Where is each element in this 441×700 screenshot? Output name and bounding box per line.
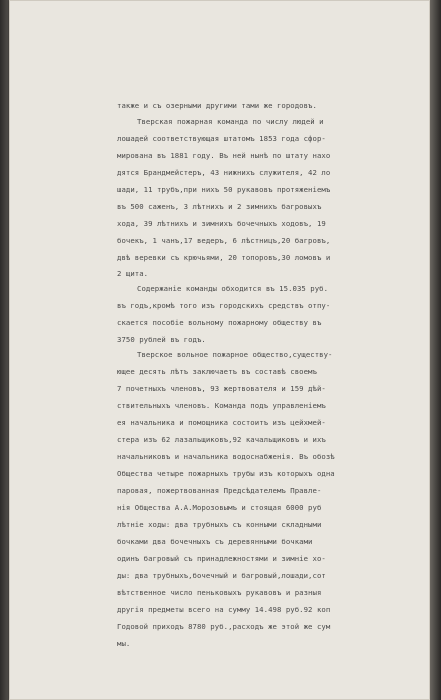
text-line: ея начальника и помощника состоитъ изъ цейхмей- xyxy=(117,418,326,427)
text-line: 2 щита. xyxy=(117,269,149,278)
text-line: нія Общества А.А.Морозовымъ и стоящая 6000 руб xyxy=(117,503,322,512)
text-line: 7 почетныхъ членовъ, 93 жертвователя и 159 дѣй- xyxy=(117,384,326,393)
document-body xyxy=(9,0,430,700)
text-line: Содержаніе команды обходится въ 15.035 руб. xyxy=(137,284,329,293)
text-line: 3750 рублей въ годъ. xyxy=(117,335,206,344)
document-page xyxy=(9,0,430,700)
text-line: хода, 39 лѣтнихъ и зимнихъ бочечныхъ ходовъ, 19 xyxy=(117,219,326,228)
text-line: паровая, пожертвованная Предсѣдателемъ Правле- xyxy=(117,486,322,495)
text-line: начальниковъ и начальника водоснабженія. Въ обозѣ xyxy=(117,452,335,461)
text-line: вѣтственное число пеньковыхъ рукавовъ и разныя xyxy=(117,588,322,597)
text-line: ствительныхъ членовъ. Команда подъ управленіемъ xyxy=(117,401,326,410)
text-line: стера изъ 62 лазальщиковъ,92 качальщиковъ и ихъ xyxy=(117,435,326,444)
text-line: въ 500 саженъ, 3 лѣтнихъ и 2 зимнихъ багровыхъ xyxy=(117,202,322,211)
text-line: ды: два трубныхъ,бочечный и багровый,лошади,сот xyxy=(117,571,326,580)
text-line: одинъ багровый съ принадлежностями и зимніе хо- xyxy=(117,554,326,563)
text-line: шади, 11 трубъ,при нихъ 50 рукавовъ протяженіемъ xyxy=(117,185,331,194)
text-line: дятся Брандмейстеръ, 43 нижнихъ служителя, 42 ло xyxy=(117,168,331,177)
text-line: бочекъ, 1 чанъ,17 ведеръ, 6 лѣстницъ,20 багровъ, xyxy=(117,236,331,245)
text-line: другія предметы всего на сумму 14.498 руб.92 коп xyxy=(117,605,331,614)
text-line: лѣтніе ходы: два трубныхъ съ конными складными xyxy=(117,520,322,529)
text-line: мы. xyxy=(117,639,131,648)
text-line: въ годъ,кромѣ того изъ городскихъ средствъ отпу- xyxy=(117,301,331,310)
text-line: ющее десять лѣтъ заключаетъ въ составѣ своемъ xyxy=(117,367,317,376)
text-line: бочками два бочечныхъ съ деревянными бочками xyxy=(117,537,313,546)
text-line: двѣ веревки съ крючьями, 20 топоровъ,30 ломовъ и xyxy=(117,253,331,262)
text-line: мирована въ 1881 году. Въ ней нынѣ по штату нахо xyxy=(117,151,331,160)
text-line: Общества четыре пожарныхъ трубы изъ которыхъ одна xyxy=(117,469,335,478)
text-line: Годовой приходъ 8780 руб.,расходъ же этой же сум xyxy=(117,622,331,631)
text-line: также и съ озерными другими тами же городовъ. xyxy=(117,101,317,110)
scan-right-edge xyxy=(430,0,441,700)
text-line: лошадей соответствующая штатомъ 1853 года сфор- xyxy=(117,134,326,143)
text-line: Тверское вольное пожарное общество,существу- xyxy=(137,350,333,359)
scan-left-edge xyxy=(0,0,9,700)
text-line: скается пособіе вольному пожарному обществу въ xyxy=(117,318,322,327)
text-line: Тверская пожарная команда по числу людей и xyxy=(137,117,324,126)
